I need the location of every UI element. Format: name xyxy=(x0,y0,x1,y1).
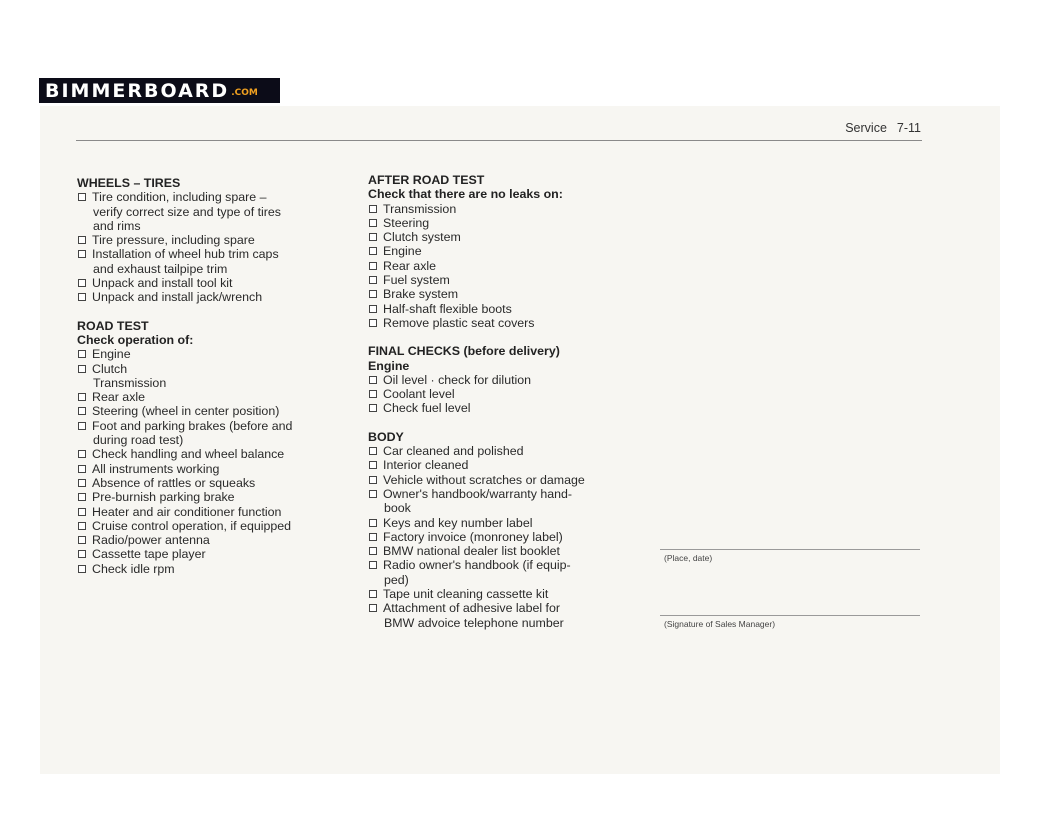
checkbox xyxy=(369,561,377,569)
body-title: BODY xyxy=(368,429,404,444)
checkbox xyxy=(369,247,377,255)
checkbox xyxy=(78,193,86,201)
checkbox xyxy=(78,465,86,473)
checklist-item-continuation: ped) xyxy=(384,572,409,587)
final-checks-subtitle: Engine xyxy=(368,358,410,373)
checklist-item-label: Steering xyxy=(383,215,430,230)
checklist-item-label: Interior cleaned xyxy=(383,458,469,473)
header-rule xyxy=(76,140,922,141)
checkbox xyxy=(369,205,377,213)
checklist-item-label: Cassette tape player xyxy=(92,547,206,562)
checkbox xyxy=(369,305,377,313)
checkbox xyxy=(369,390,377,398)
checklist-item-continuation: book xyxy=(384,501,411,516)
checklist-item-label: Pre-burnish parking brake xyxy=(92,490,235,505)
checklist-item-label: Factory invoice (monroney label) xyxy=(383,529,563,544)
checkbox xyxy=(369,519,377,527)
checklist-item xyxy=(368,302,638,316)
checkbox xyxy=(369,533,377,541)
checklist-item xyxy=(368,202,638,216)
signature-label: (Signature of Sales Manager) xyxy=(664,619,776,629)
checklist-item-continuation: and exhaust tailpipe trim xyxy=(93,261,228,276)
checklist-item xyxy=(77,233,347,247)
checklist-item xyxy=(368,316,638,330)
checklist-item-label: Engine xyxy=(383,244,422,259)
checklist-item-label: Vehicle without scratches or damage xyxy=(383,472,585,487)
checklist-item xyxy=(77,447,347,461)
body-list xyxy=(368,444,638,630)
checklist-item xyxy=(77,562,347,576)
checklist-item-label: Rear axle xyxy=(92,390,146,405)
checklist-item xyxy=(368,273,638,287)
checkbox xyxy=(78,422,86,430)
checklist-item xyxy=(368,387,638,401)
checklist-item xyxy=(368,473,638,487)
checkbox xyxy=(369,276,377,284)
after-road-test-subtitle: Check that there are no leaks on: xyxy=(368,187,563,202)
checklist-item-label: Owner's handbook/warranty hand- xyxy=(383,486,573,501)
middle-column xyxy=(368,173,638,630)
checkbox xyxy=(369,604,377,612)
checklist-item xyxy=(77,390,347,404)
checklist-item-continuation: Transmission xyxy=(93,375,167,390)
checklist-item xyxy=(368,244,638,258)
checklist-item xyxy=(77,519,347,533)
checkbox xyxy=(369,376,377,384)
checklist-item xyxy=(77,419,347,433)
wheels-tires-title: WHEELS – TIRES xyxy=(77,176,181,190)
checkbox xyxy=(369,319,377,327)
checkbox xyxy=(369,262,377,270)
checklist-item-label: Transmission xyxy=(383,201,457,216)
checklist-item xyxy=(368,458,638,472)
checklist-item-label: Tire condition, including spare – xyxy=(92,190,267,205)
checklist-item xyxy=(368,259,638,273)
road-test-subtitle: Check operation of: xyxy=(77,332,194,347)
checkbox xyxy=(369,404,377,412)
checkbox xyxy=(369,476,377,484)
checklist-item-label: All instruments working xyxy=(92,461,220,476)
checkbox xyxy=(78,493,86,501)
checkbox xyxy=(369,461,377,469)
checkbox xyxy=(369,547,377,555)
logo-text: BIMMERBOARD xyxy=(45,79,230,102)
checklist-item-label: Fuel system xyxy=(383,273,450,288)
checklist-item-label: Heater and air conditioner function xyxy=(92,504,282,519)
checklist-item-label: Attachment of adhesive label for xyxy=(383,601,561,616)
checklist-item-label: Radio/power antenna xyxy=(92,533,210,548)
checklist-item xyxy=(368,516,638,530)
checklist-item-label: Radio owner's handbook (if equip- xyxy=(383,558,571,573)
checkbox xyxy=(369,233,377,241)
checkbox xyxy=(369,490,377,498)
checklist-item-label: Half-shaft flexible boots xyxy=(383,301,512,316)
checklist-item-label: Installation of wheel hub trim caps xyxy=(92,247,279,262)
checkbox xyxy=(78,279,86,287)
checklist-item xyxy=(368,287,638,301)
checklist-item xyxy=(77,533,347,547)
checklist-item-label: Check handling and wheel balance xyxy=(92,447,285,462)
checklist-item-continuation: during road test) xyxy=(93,433,184,448)
checklist-item-label: Steering (wheel in center position) xyxy=(92,404,280,419)
checklist-item xyxy=(368,216,638,230)
checklist-item xyxy=(368,373,638,387)
checklist-item-label: Rear axle xyxy=(383,258,437,273)
checkbox xyxy=(78,407,86,415)
checkbox xyxy=(78,522,86,530)
bimmerboard-logo[interactable] xyxy=(39,78,280,103)
checklist-item xyxy=(77,362,347,376)
page-number: 7-11 xyxy=(896,121,921,135)
logo-suffix: .COM xyxy=(231,88,258,98)
checklist-item xyxy=(77,276,347,290)
checklist-item-label: Cruise control operation, if equipped xyxy=(92,518,292,533)
checklist-item-label: Remove plastic seat covers xyxy=(383,315,535,330)
checkbox xyxy=(78,565,86,573)
section-name: Service xyxy=(845,121,887,135)
checklist-item-label: Keys and key number label xyxy=(383,515,533,530)
checklist-item xyxy=(368,401,638,415)
final-checks-title: FINAL CHECKS (before delivery) xyxy=(368,344,560,359)
checklist-item xyxy=(77,505,347,519)
checklist-item-label: Unpack and install jack/wrench xyxy=(92,290,263,305)
checklist-item-label: Check fuel level xyxy=(383,401,471,416)
checklist-item-label: Check idle rpm xyxy=(92,561,175,576)
checkbox xyxy=(369,219,377,227)
checkbox xyxy=(78,393,86,401)
checklist-item xyxy=(77,247,347,261)
checkbox xyxy=(78,479,86,487)
checklist-item-label: Foot and parking brakes (before and xyxy=(92,418,293,433)
road-test-title: ROAD TEST xyxy=(77,318,149,333)
checklist-item xyxy=(368,544,638,558)
checklist-item-label: Absence of rattles or squeaks xyxy=(92,475,256,490)
checklist-item xyxy=(368,587,638,601)
final-checks-list xyxy=(368,373,638,416)
checklist-item xyxy=(368,230,638,244)
checkbox xyxy=(78,550,86,558)
checklist-item-label: Clutch xyxy=(92,361,128,376)
checkbox xyxy=(78,250,86,258)
checklist-item xyxy=(77,547,347,561)
checkbox xyxy=(78,293,86,301)
running-head xyxy=(845,121,921,135)
checkbox xyxy=(78,450,86,458)
after-road-test-title: AFTER ROAD TEST xyxy=(368,173,485,187)
checklist-item xyxy=(77,490,347,504)
checklist-item xyxy=(77,347,347,361)
checklist-item xyxy=(77,476,347,490)
checklist-item xyxy=(368,487,638,501)
checkbox xyxy=(369,590,377,598)
place-date-label: (Place, date) xyxy=(664,553,713,563)
left-column xyxy=(77,176,347,576)
checklist-item-continuation: BMW advoice telephone number xyxy=(384,615,564,630)
checklist-item-label: Car cleaned and polished xyxy=(383,444,524,459)
checklist-item xyxy=(368,558,638,572)
signature-line xyxy=(660,615,920,616)
checklist-item xyxy=(77,462,347,476)
wheels-tires-list xyxy=(77,190,347,304)
checklist-item xyxy=(368,601,638,615)
checklist-item-label: BMW national dealer list booklet xyxy=(383,544,560,559)
checklist-item-label: Brake system xyxy=(383,287,459,302)
checkbox xyxy=(78,536,86,544)
checklist-item-label: Unpack and install tool kit xyxy=(92,276,233,291)
checklist-item xyxy=(77,404,347,418)
road-test-list xyxy=(77,347,347,576)
checklist-item-label: Clutch system xyxy=(383,230,461,245)
checkbox xyxy=(369,447,377,455)
place-date-line xyxy=(660,549,920,550)
checklist-item-label: Engine xyxy=(92,347,131,362)
checklist-item-label: Tape unit cleaning cassette kit xyxy=(383,587,549,602)
checklist-item xyxy=(368,530,638,544)
checklist-item-continuation: verify correct size and type of tires xyxy=(93,204,281,219)
after-road-test-list xyxy=(368,202,638,331)
checkbox xyxy=(78,365,86,373)
checklist-item xyxy=(77,290,347,304)
checklist-item-label: Coolant level xyxy=(383,387,455,402)
checklist-item xyxy=(368,444,638,458)
checklist-item-label: Oil level · check for dilution xyxy=(383,372,532,387)
checklist-item-continuation: and rims xyxy=(93,218,141,233)
checklist-item-label: Tire pressure, including spare xyxy=(92,233,255,248)
checkbox xyxy=(369,290,377,298)
checklist-item xyxy=(77,190,347,204)
checkbox xyxy=(78,350,86,358)
checkbox xyxy=(78,236,86,244)
checkbox xyxy=(78,508,86,516)
